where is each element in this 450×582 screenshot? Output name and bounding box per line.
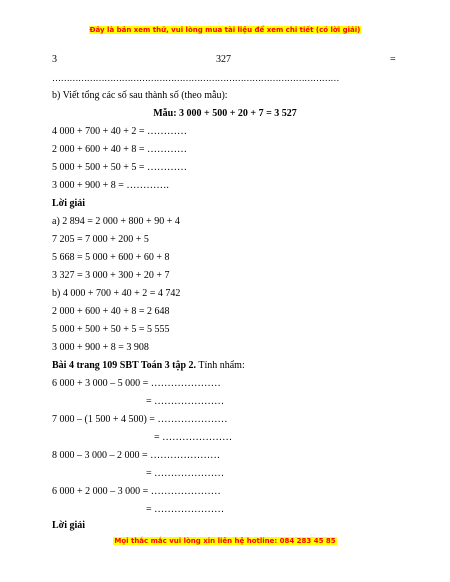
- hotline-banner: [0, 537, 450, 545]
- solution-line: a) 2 894 = 2 000 + 800 + 90 + 4: [52, 216, 180, 227]
- bai4-line: 6 000 + 2 000 – 3 000 = …………………: [52, 486, 221, 497]
- bai4-line: 7 000 – (1 500 + 4 500) = …………………: [52, 414, 228, 425]
- solution-line: 2 000 + 600 + 40 + 8 = 2 648: [52, 306, 170, 317]
- solution-line: 3 327 = 3 000 + 300 + 20 + 7: [52, 270, 170, 281]
- solution-heading-2: Lời giải: [52, 520, 86, 531]
- row1-middle: 327: [216, 54, 231, 65]
- answer-dots-line: ………………………………………………………………………………………: [52, 73, 340, 83]
- solution-line: 5 000 + 500 + 50 + 5 = 5 555: [52, 324, 170, 335]
- bai4-line: = …………………: [146, 468, 225, 479]
- preview-notice-text: Đây là bản xem thử, vui lòng mua tài liệu để xem chi tiết (có lời giải): [89, 26, 361, 34]
- part-b-prompt: b) Viết tổng các số sau thành số (theo mẫu):: [52, 90, 228, 101]
- exercise-line: 2 000 + 600 + 40 + 8 = …………: [52, 144, 188, 155]
- example-line: Mẫu: 3 000 + 500 + 20 + 7 = 3 527: [153, 108, 297, 119]
- exercise-line: 4 000 + 700 + 40 + 2 = …………: [52, 126, 188, 137]
- solution-line: 7 205 = 7 000 + 200 + 5: [52, 234, 149, 245]
- bai4-title: Bài 4 trang 109 SBT Toán 3 tập 2.: [52, 360, 197, 371]
- solution-line: 3 000 + 900 + 8 = 3 908: [52, 342, 149, 353]
- bai4-line: = …………………: [154, 432, 233, 443]
- exercise-line: 3 000 + 900 + 8 = ………….: [52, 180, 169, 191]
- bai4-line: 6 000 + 3 000 – 5 000 = …………………: [52, 378, 221, 389]
- exercise-line: 5 000 + 500 + 50 + 5 = …………: [52, 162, 188, 173]
- bai4-instruction: Tính nhẩm:: [196, 360, 245, 371]
- row1-right: =: [390, 54, 396, 65]
- bai4-line: 8 000 – 3 000 – 2 000 = …………………: [52, 450, 221, 461]
- hotline-text: Mọi thắc mắc vui lòng xin liên hệ hotline: 084 283 45 85: [114, 537, 336, 545]
- row1-left: 3: [52, 54, 57, 65]
- bai4-line: = …………………: [146, 504, 225, 515]
- preview-notice-banner: [0, 26, 450, 34]
- solution-line: b) 4 000 + 700 + 40 + 2 = 4 742: [52, 288, 181, 299]
- solution-heading: Lời giải: [52, 198, 86, 209]
- bai4-heading: [52, 360, 245, 372]
- bai4-line: = …………………: [146, 396, 225, 407]
- solution-line: 5 668 = 5 000 + 600 + 60 + 8: [52, 252, 170, 263]
